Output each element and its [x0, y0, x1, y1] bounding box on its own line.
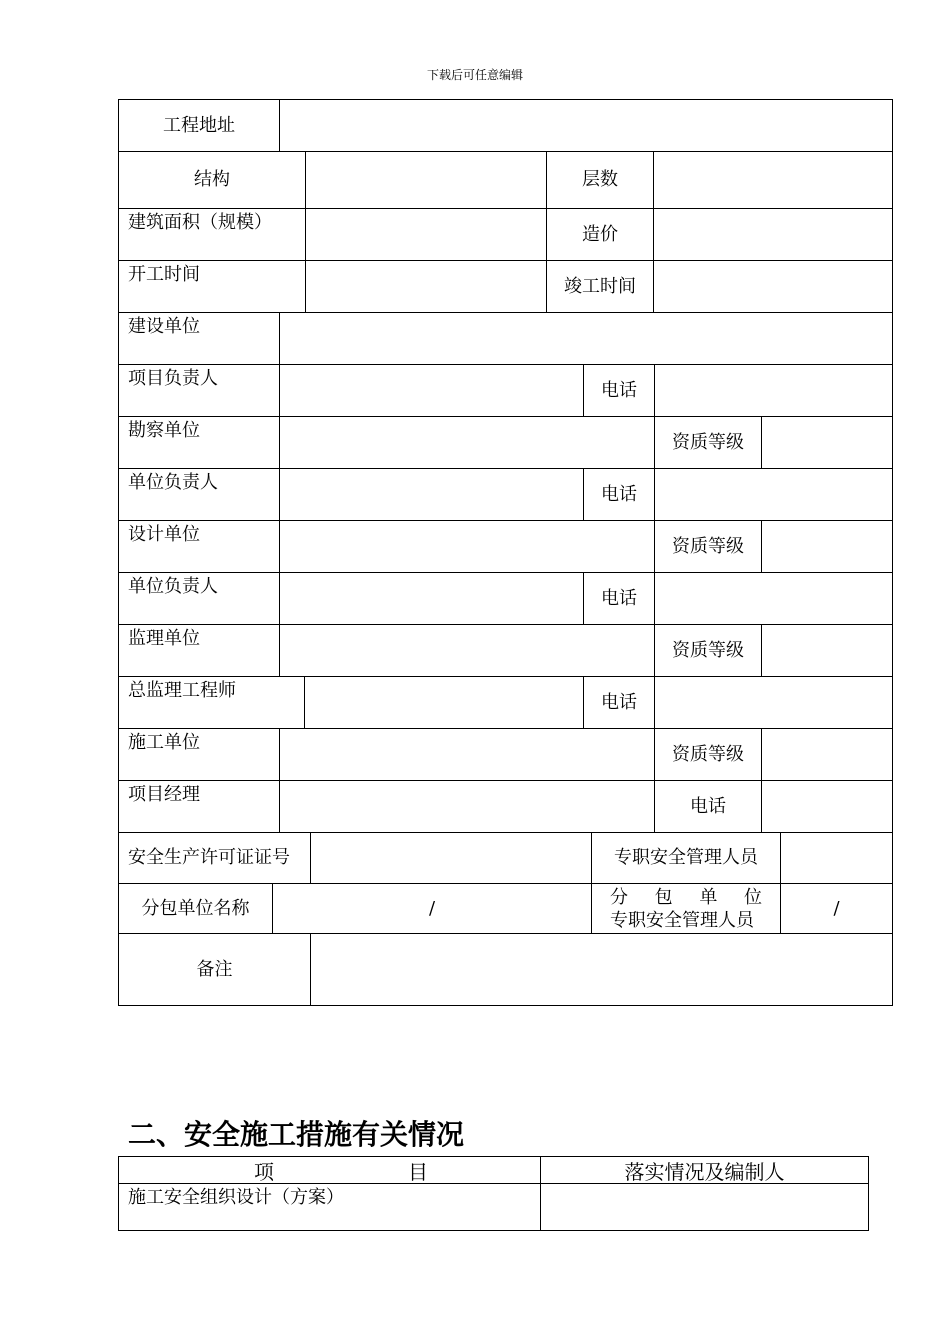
page-header: 下载后可任意编辑 — [426, 68, 523, 82]
field-completion-time[interactable] — [653, 260, 893, 313]
field-survey-unit[interactable] — [279, 416, 655, 469]
label-building-area: 建筑面积（规模） — [118, 208, 306, 261]
label-completion-time: 竣工时间 — [546, 260, 654, 313]
field-safety-license[interactable] — [310, 832, 592, 884]
field-qualification[interactable] — [761, 520, 893, 573]
label-qualification: 资质等级 — [654, 520, 762, 573]
field-start-time[interactable] — [305, 260, 547, 313]
field-qualification[interactable] — [761, 624, 893, 677]
label-start-time: 开工时间 — [118, 260, 306, 313]
label-construction-unit: 建设单位 — [118, 312, 280, 365]
label-survey-unit: 勘察单位 — [118, 416, 280, 469]
label-remarks: 备注 — [118, 933, 311, 1006]
label-contractor: 施工单位 — [118, 728, 280, 781]
field-design-unit[interactable] — [279, 520, 655, 573]
label-sub-safety-staff — [591, 883, 781, 934]
label-phone: 电话 — [654, 780, 762, 833]
sub-line1 — [610, 886, 762, 910]
field-remarks[interactable] — [310, 933, 893, 1006]
field-phone[interactable] — [654, 468, 893, 521]
field-floors[interactable] — [653, 151, 893, 209]
col-item-char: 项 — [254, 1159, 274, 1184]
field-safety-design-status[interactable] — [540, 1183, 869, 1231]
label-safety-staff: 专职安全管理人员 — [591, 832, 781, 884]
field-cost[interactable] — [653, 208, 893, 261]
sub-line2: 专职安全管理人员 — [610, 909, 754, 931]
field-qualification[interactable] — [761, 416, 893, 469]
field-phone[interactable] — [761, 780, 893, 833]
label-qualification: 资质等级 — [654, 624, 762, 677]
field-phone[interactable] — [654, 364, 893, 417]
label-chief-engineer: 总监理工程师 — [118, 676, 305, 729]
section-title: 二、安全施工措施有关情况 — [128, 1118, 465, 1151]
field-chief-engineer[interactable] — [304, 676, 584, 729]
row-safety-design-label: 施工安全组织设计（方案） — [118, 1183, 541, 1231]
label-unit-leader: 单位负责人 — [118, 468, 280, 521]
label-cost: 造价 — [546, 208, 654, 261]
label-subcontractor-name: 分包单位名称 — [118, 883, 273, 934]
sub-char: 分 — [610, 886, 628, 908]
label-unit-leader: 单位负责人 — [118, 572, 280, 625]
label-floors: 层数 — [546, 151, 654, 209]
field-qualification[interactable] — [761, 728, 893, 781]
field-project-address[interactable] — [279, 99, 893, 152]
col-header-item — [118, 1156, 541, 1184]
sub-char: 包 — [654, 886, 673, 908]
label-structure: 结构 — [118, 151, 306, 209]
field-project-manager[interactable] — [279, 780, 655, 833]
field-phone[interactable] — [654, 676, 893, 729]
label-phone: 电话 — [583, 676, 655, 729]
sub-char: 位 — [743, 886, 762, 908]
field-safety-staff[interactable] — [780, 832, 893, 884]
field-project-leader[interactable] — [279, 364, 584, 417]
field-supervision-unit[interactable] — [279, 624, 655, 677]
field-unit-leader[interactable] — [279, 572, 584, 625]
label-qualification: 资质等级 — [654, 416, 762, 469]
field-structure[interactable] — [305, 151, 547, 209]
label-supervision-unit: 监理单位 — [118, 624, 280, 677]
col-item-char: 目 — [408, 1159, 428, 1184]
field-sub-safety-staff[interactable]: / — [780, 883, 893, 934]
label-phone: 电话 — [583, 468, 655, 521]
label-project-manager: 项目经理 — [118, 780, 280, 833]
field-phone[interactable] — [654, 572, 893, 625]
field-contractor[interactable] — [279, 728, 655, 781]
label-phone: 电话 — [583, 364, 655, 417]
label-project-leader: 项目负责人 — [118, 364, 280, 417]
field-building-area[interactable] — [305, 208, 547, 261]
label-qualification: 资质等级 — [654, 728, 762, 781]
label-design-unit: 设计单位 — [118, 520, 280, 573]
field-subcontractor-name[interactable]: / — [272, 883, 592, 934]
col-header-status: 落实情况及编制人 — [540, 1156, 869, 1184]
field-construction-unit[interactable] — [279, 312, 893, 365]
label-safety-license: 安全生产许可证证号 — [118, 832, 311, 884]
label-project-address: 工程地址 — [118, 99, 280, 152]
field-unit-leader[interactable] — [279, 468, 584, 521]
label-phone: 电话 — [583, 572, 655, 625]
sub-char: 单 — [699, 886, 718, 908]
